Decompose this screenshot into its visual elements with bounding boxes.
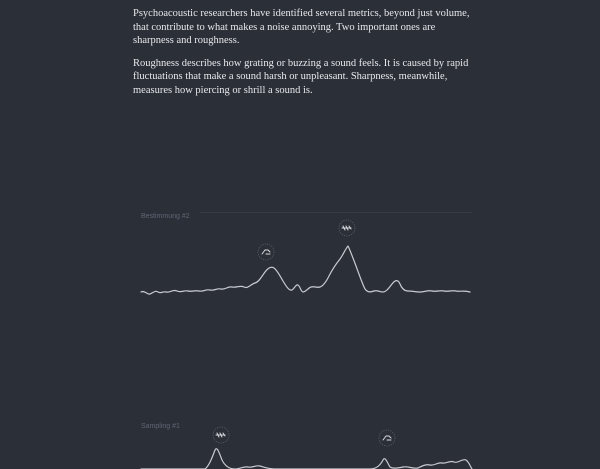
paragraph-roughness: Roughness describes how grating or buzzing a sound feels. It is caused by rapid fluctuations that make a sound harsh or unpleasant. Sharpness, meanwhile, measures how piercing or shrill a sound is.: [133, 57, 469, 96]
saw-icon: [216, 433, 225, 437]
recording-1-label: Bestimmung #2: [141, 213, 190, 220]
recording-2-marker-1[interactable]: [213, 427, 229, 443]
hand-drill-icon: [383, 436, 391, 440]
recording-2-label: Sampling #1: [141, 423, 180, 430]
recording-2-marker-2[interactable]: [379, 430, 395, 446]
paragraph-intro: Psychoacoustic researchers have identified several metrics, beyond just volume, that contribute to what makes a noise annoying. Two important ones are sharpness and roughness.: [133, 8, 470, 46]
